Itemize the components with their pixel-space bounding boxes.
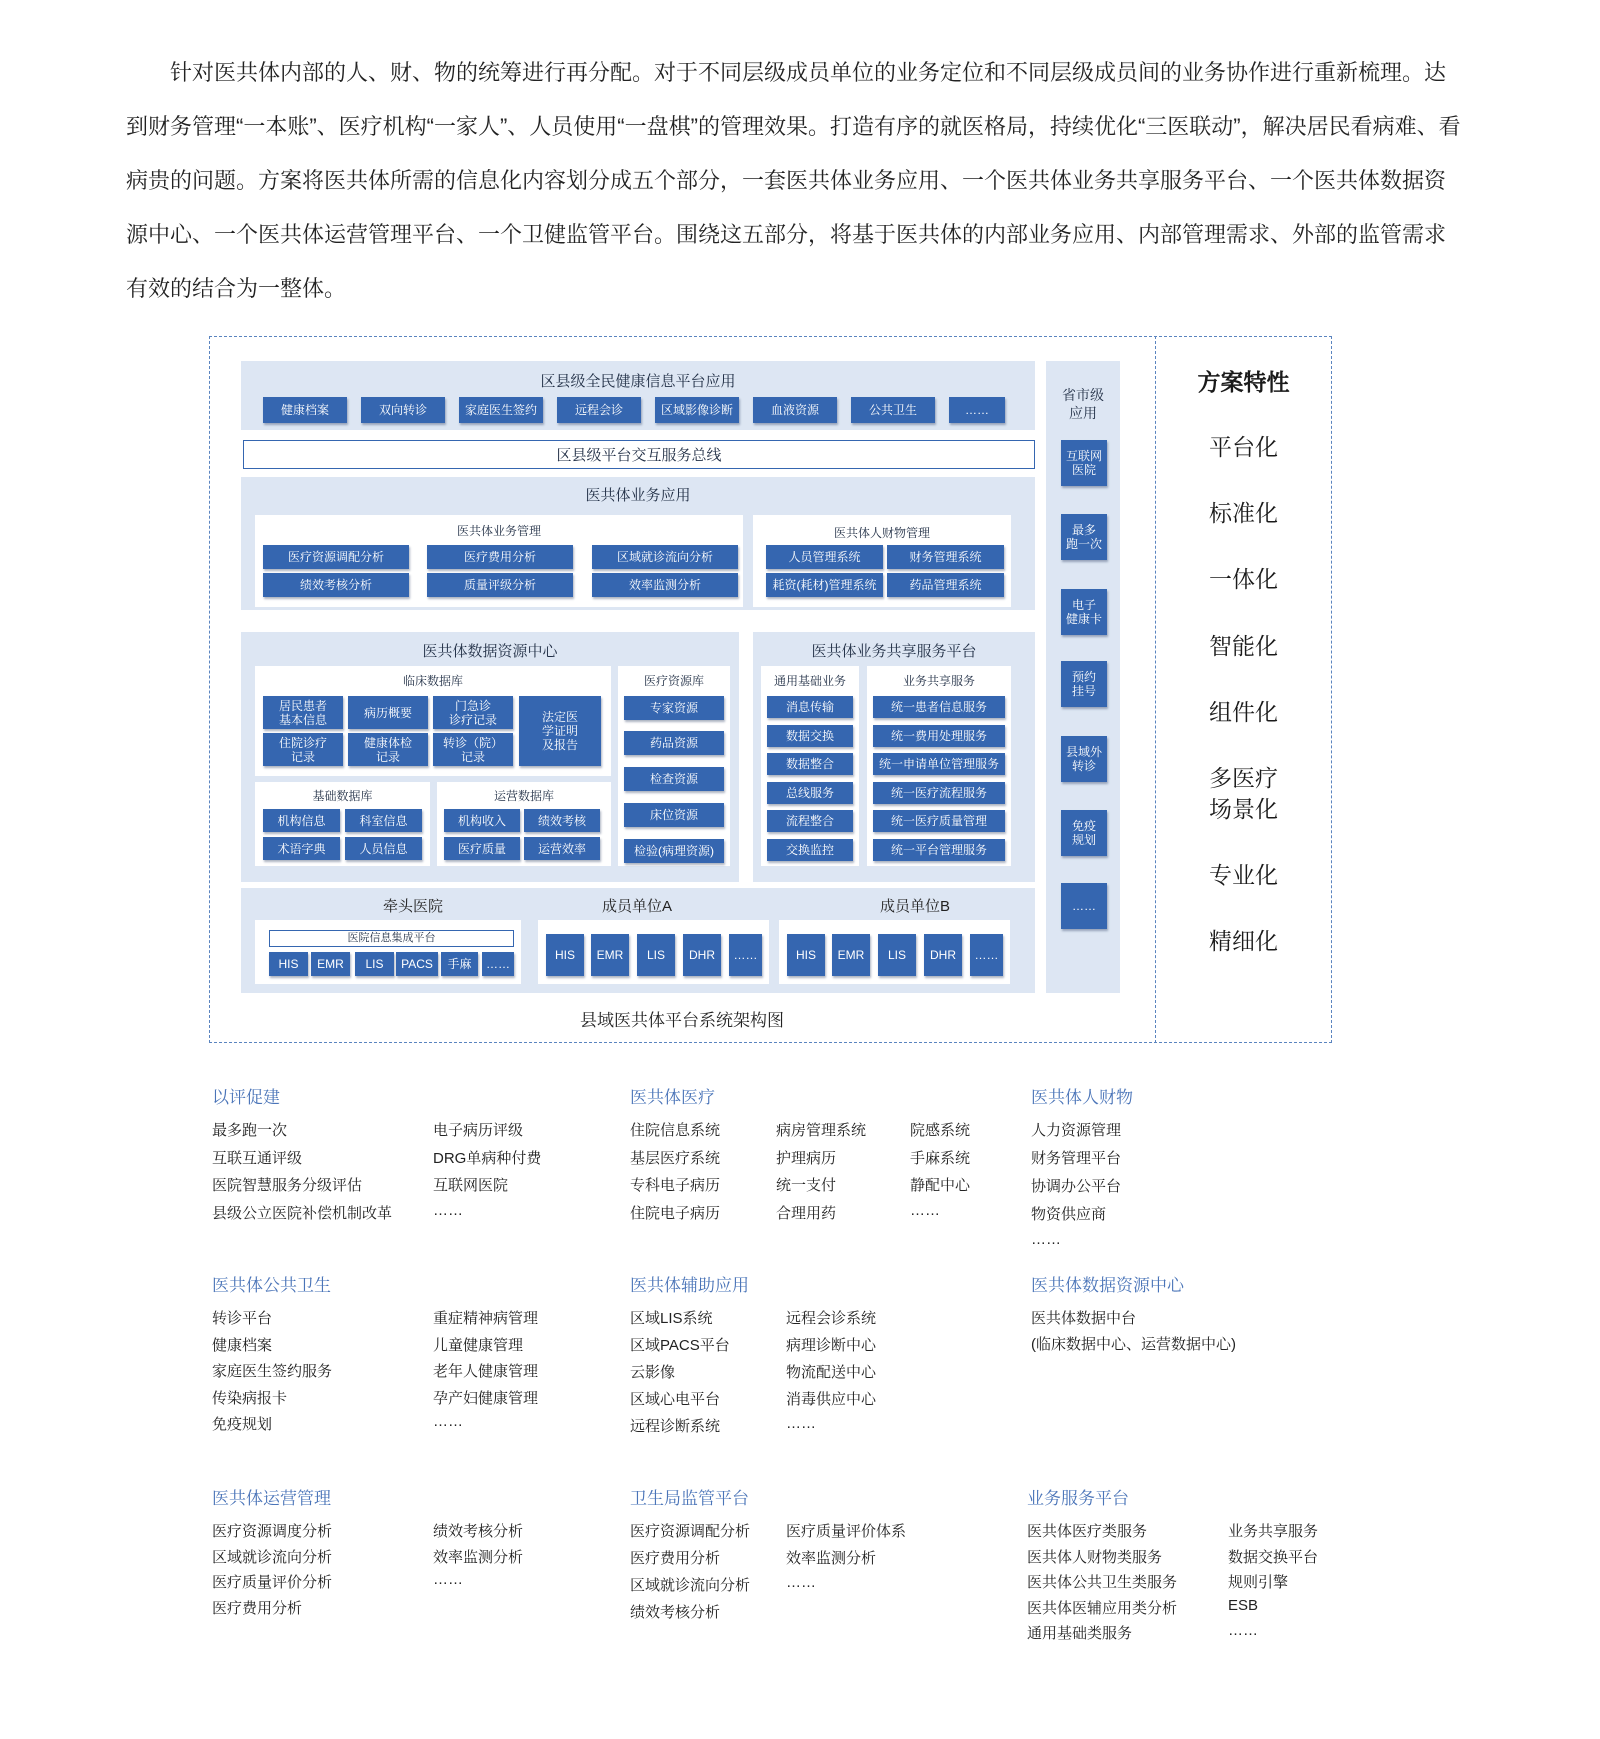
section-item: 医共体医辅应用类分析 [1027,1599,1178,1617]
section-item: …… [433,1571,463,1588]
section-title: 医共体医疗 [630,1088,715,1107]
features-title: 方案特性 [1197,369,1290,395]
top-item-regional-imaging[interactable]: 区域影像诊断 [655,397,739,423]
feature-platform: 平台化 [1209,434,1278,460]
service-bus: 区县级平台交互服务总线 [243,440,1035,469]
section-title: 医共体辅助应用 [630,1276,749,1295]
section-item: …… [433,1413,463,1430]
lead-anesthesia[interactable]: 手麻 [441,952,478,976]
section-item: 区域就诊流向分析 [630,1577,751,1594]
section-item: 区域LIS系统 [630,1310,713,1327]
section-item: …… [786,1574,816,1591]
hr-finance[interactable]: 财务管理系统 [887,545,1004,569]
section-title: 业务服务平台 [1027,1489,1129,1508]
section-item: 医共体数据中台 [1031,1310,1137,1327]
share-platform-title: 医共体业务共享服务平台 [811,643,977,660]
lead-lis[interactable]: LIS [355,952,394,976]
section-item: 医疗质量评价分析 [212,1574,333,1591]
section-item: 远程会诊系统 [786,1310,877,1327]
lead-pacs[interactable]: PACS [396,952,438,976]
section-item: 最多跑一次 [212,1122,288,1139]
section-item: 医疗质量评价体系 [786,1523,907,1540]
clinical-inpatient[interactable]: 住院诊疗 记录 [263,733,343,766]
resource-lab[interactable]: 检验(病理资源) [624,839,724,863]
section-item: 财务管理平台 [1031,1150,1122,1167]
section-item: 人力资源管理 [1031,1122,1122,1139]
section-item: 病理诊断中心 [786,1337,877,1354]
section-item: 消毒供应中心 [786,1391,877,1408]
section-title: 卫生局监管平台 [630,1489,749,1508]
ops-quality[interactable]: 医疗质量 [444,837,520,860]
section-item: 孕产妇健康管理 [433,1389,539,1407]
section-item: 传染病报卡 [212,1389,288,1407]
clinical-checkup[interactable]: 健康体检 记录 [348,733,428,766]
common-messaging[interactable]: 消息传输 [767,696,853,718]
side-more[interactable]: …… [1061,883,1107,929]
b-dhr[interactable]: DHR [924,934,962,976]
section-item: 护理病历 [776,1149,837,1167]
intro-text-block [126,46,1466,316]
a-dhr[interactable]: DHR [683,934,721,976]
member-b-title: 成员单位B [880,898,951,915]
resource-bed[interactable]: 床位资源 [624,803,724,827]
section-item: 院感系统 [910,1122,971,1139]
lead-his[interactable]: HIS [269,952,308,976]
section-item: 住院电子病历 [630,1204,721,1222]
share-service-title: 业务共享服务 [902,674,975,688]
section-item: 县级公立医院补偿机制改革 [212,1204,393,1222]
side-immunization[interactable]: 免疫 规划 [1061,810,1107,856]
section-item: …… [910,1201,940,1219]
ops-revenue[interactable]: 机构收入 [444,809,520,832]
top-item-health-record[interactable]: 健康档案 [263,397,347,423]
section-item: 医共体医疗类服务 [1027,1523,1148,1540]
section-item: …… [1031,1231,1061,1248]
section-item: 医疗资源调度分析 [212,1523,333,1540]
service-process[interactable]: 统一医疗流程服务 [873,782,1005,804]
clinical-legal-cert[interactable]: 法定医 学证明 及报告 [519,696,601,766]
basic-db-title: 基础数据库 [312,789,373,803]
section-item: 规则引擎 [1228,1574,1289,1591]
resource-expert[interactable]: 专家资源 [624,696,724,720]
section-item: 数据交换平台 [1228,1548,1319,1566]
basic-dept-info[interactable]: 科室信息 [345,809,422,832]
hr-supplies[interactable]: 耗资(耗材)管理系统 [766,573,883,597]
section-item: 医疗资源调配分析 [630,1523,751,1540]
top-item-referral[interactable]: 双向转诊 [361,397,445,423]
mgmt-performance[interactable]: 绩效考核分析 [263,573,409,597]
section-item: 医疗费用分析 [630,1550,721,1567]
a-his[interactable]: HIS [546,934,584,976]
common-exchange[interactable]: 数据交换 [767,725,853,747]
section-item: 云影像 [630,1364,676,1381]
feature-refined: 精细化 [1209,928,1278,954]
mgmt-resource-allocation[interactable]: 医疗资源调配分析 [263,545,409,569]
hr-personnel[interactable]: 人员管理系统 [766,545,883,569]
side-outside-referral[interactable]: 县域外 转诊 [1061,736,1107,782]
section-item: 区域PACS平台 [630,1337,730,1354]
provincial-title: 省市级 应用 [1062,387,1104,421]
mgmt-flow-analysis[interactable]: 区域就诊流向分析 [592,545,738,569]
section-item: 家庭医生签约服务 [212,1363,333,1380]
section-item: 绩效考核分析 [630,1604,721,1621]
section-item: …… [786,1415,816,1432]
common-monitor[interactable]: 交换监控 [767,839,853,861]
feature-component: 组件化 [1209,699,1278,725]
ops-efficiency[interactable]: 运营效率 [524,837,600,860]
section-title: 医共体数据资源中心 [1031,1276,1184,1295]
section-item: 物流配送中心 [786,1364,877,1381]
diagram-caption: 县域医共体平台系统架构图 [580,1011,784,1030]
clinical-patient-info[interactable]: 居民患者 基本信息 [263,696,343,729]
section-item: 协调办公平台 [1031,1178,1122,1195]
section-item: 重症精神病管理 [433,1310,539,1327]
section-item: 转诊平台 [212,1310,273,1327]
resource-exam[interactable]: 检查资源 [624,767,724,791]
section-title: 医共体运营管理 [212,1489,331,1508]
b-more[interactable]: …… [970,934,1003,976]
section-item: (临床数据中心、运营数据中心) [1031,1336,1236,1353]
common-integration[interactable]: 数据整合 [767,753,853,775]
basic-staff-info[interactable]: 人员信息 [345,837,422,860]
resource-drug[interactable]: 药品资源 [624,731,724,755]
common-bus[interactable]: 总线服务 [767,782,853,804]
service-platform[interactable]: 统一平台管理服务 [873,839,1005,861]
b-his[interactable]: HIS [787,934,825,976]
biz-app-title: 医共体业务应用 [585,487,691,504]
lead-emr[interactable]: EMR [311,952,350,976]
side-one-trip[interactable]: 最多 跑一次 [1061,514,1107,560]
mgmt-cost-analysis[interactable]: 医疗费用分析 [427,545,573,569]
b-lis[interactable]: LIS [878,934,916,976]
feature-standard: 标准化 [1209,500,1278,526]
mgmt-quality-rating[interactable]: 质量评级分析 [427,573,573,597]
a-more[interactable]: …… [729,934,762,976]
feature-integrated: 一体化 [1209,566,1278,592]
share-common-title: 通用基础业务 [773,674,846,688]
service-billing[interactable]: 统一费用处理服务 [873,725,1005,747]
section-item: 基层医疗系统 [630,1149,721,1167]
section-item: 效率监测分析 [786,1550,877,1567]
lead-integration-platform[interactable]: 医院信息集成平台 [269,930,514,947]
section-item: 住院信息系统 [630,1122,721,1139]
section-title: 以评促建 [212,1088,280,1107]
feature-intelligent: 智能化 [1209,633,1278,659]
top-item-family-doctor[interactable]: 家庭医生签约 [459,397,543,423]
service-request[interactable]: 统一申请单位管理服务 [873,753,1005,775]
ops-performance[interactable]: 绩效考核 [524,809,600,832]
basic-org-info[interactable]: 机构信息 [263,809,340,832]
section-item: 业务共享服务 [1228,1523,1319,1540]
data-center-title: 医共体数据资源中心 [422,643,558,660]
section-item: 静配中心 [910,1177,971,1194]
section-item: 物资供应商 [1031,1206,1107,1223]
county-platform-title: 区县级全民健康信息平台应用 [540,373,736,390]
section-item: …… [433,1201,463,1219]
resource-db-title: 医疗资源库 [643,674,704,688]
section-item: 合理用药 [776,1204,837,1222]
section-item: 手麻系统 [910,1149,971,1167]
section-item: 区域就诊流向分析 [212,1548,333,1566]
feature-professional: 专业化 [1209,862,1278,888]
service-quality[interactable]: 统一医疗质量管理 [873,810,1005,832]
side-internet-hospital[interactable]: 互联网 医院 [1061,440,1107,486]
common-workflow[interactable]: 流程整合 [767,810,853,832]
section-item: 健康档案 [212,1336,273,1354]
service-patient[interactable]: 统一患者信息服务 [873,696,1005,718]
section-item: 绩效考核分析 [433,1523,524,1540]
clinical-db-title: 临床数据库 [402,674,463,688]
section-item: 通用基础类服务 [1027,1625,1133,1642]
section-item: 专科电子病历 [630,1177,721,1194]
member-a-title: 成员单位A [602,898,673,915]
section-item: DRG单病种付费 [433,1149,542,1167]
top-item-public-health[interactable]: 公共卫生 [851,397,935,423]
lead-hospital-title: 牵头医院 [383,898,444,915]
side-health-card[interactable]: 电子 健康卡 [1061,589,1107,635]
side-appointment[interactable]: 预约 挂号 [1061,661,1107,707]
section-item: 医共体人财物类服务 [1027,1548,1163,1566]
mgmt-efficiency[interactable]: 效率监测分析 [592,573,738,597]
feature-multi-scenario: 多医疗 场景化 [1209,765,1278,822]
lead-more[interactable]: …… [482,952,514,976]
section-item: 统一支付 [776,1177,837,1194]
basic-terminology[interactable]: 术语字典 [263,837,340,860]
top-item-blood-resource[interactable]: 血液资源 [753,397,837,423]
b-emr[interactable]: EMR [832,934,870,976]
section-item: 免疫规划 [212,1416,273,1433]
top-item-remote-consult[interactable]: 远程会诊 [557,397,641,423]
section-item: 医院智慧服务分级评估 [212,1177,363,1194]
top-item-more[interactable]: …… [949,397,1005,423]
section-item: 效率监测分析 [433,1548,524,1566]
section-item: …… [1228,1622,1258,1639]
section-item: 医疗费用分析 [212,1599,303,1617]
section-item: 互联网医院 [433,1177,509,1194]
a-emr[interactable]: EMR [591,934,629,976]
section-title: 医共体公共卫生 [212,1276,331,1295]
section-item: 远程诊断系统 [630,1418,721,1435]
ops-db-title: 运营数据库 [493,789,554,803]
section-item: 电子病历评级 [433,1122,524,1139]
section-item: 老年人健康管理 [433,1363,539,1380]
clinical-transfer[interactable]: 转诊（院） 记录 [433,733,513,766]
section-item: 儿童健康管理 [433,1336,524,1354]
clinical-record-summary[interactable]: 病历概要 [348,696,428,729]
section-item: 医共体公共卫生类服务 [1027,1574,1178,1591]
a-lis[interactable]: LIS [637,934,675,976]
intro-paragraph: 针对医共体内部的人、财、物的统筹进行再分配。对于不同层级成员单位的业务定位和不同层级成员间的业务协作进行重新梳理。达到财务管理“一本账”、医疗机构“一家人”、人员使用“一盘棋”的管理效果。打造有序的就医格局，持续优化“三医联动”，解决居民看病难、看病贵的问题。方案将医共体所需的信息化内容划分成五个部分，一套医共体业务应用、一个医共体业务共享服务平台、一个医共体数据资源中心、一个医共体运营管理平台、一个卫健监管平台。围绕这五部分，将基于医共体的内部业务应用、内部管理需求、外部的监管需求有效的结合为一整体。 [126,60,1461,301]
section-item: 互联互通评级 [212,1149,303,1167]
section-item: ESB [1228,1596,1259,1614]
section-title: 医共体人财物 [1031,1088,1133,1107]
section-item: 病房管理系统 [776,1122,867,1139]
biz-hr-title: 医共体人财物管理 [833,526,930,540]
clinical-outpatient[interactable]: 门急诊 诊疗记录 [433,696,513,729]
biz-mgmt-title: 医共体业务管理 [456,524,541,538]
hr-drugs[interactable]: 药品管理系统 [887,573,1004,597]
section-item: 区域心电平台 [630,1391,721,1408]
